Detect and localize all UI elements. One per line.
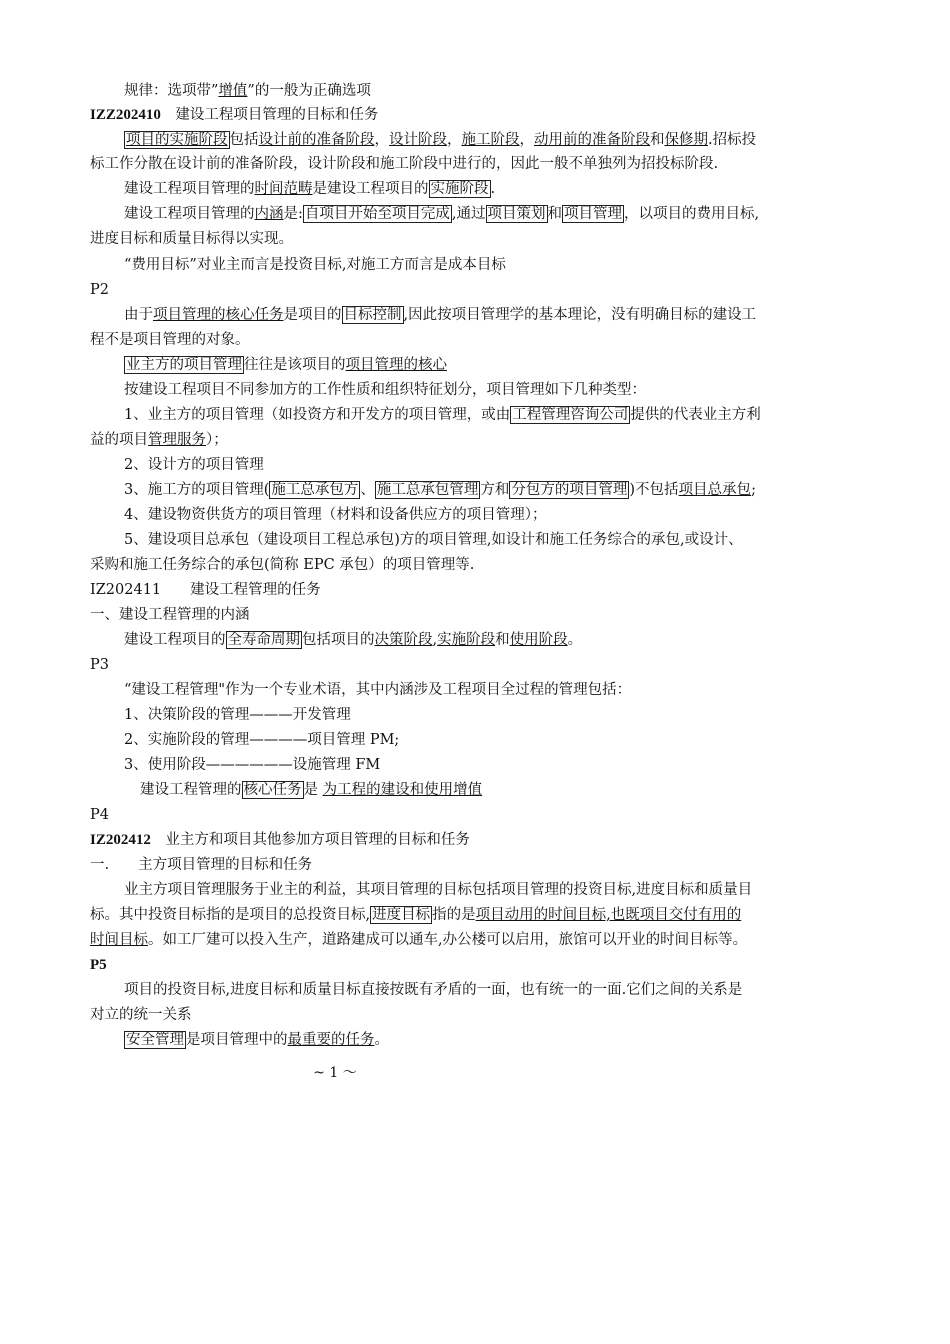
- page-marker: P2: [90, 282, 109, 298]
- list-item: 1、业主方的项目管理（如投资方和开发方的项目管理，或由 工程管理咨询公司 提供的代表业主方利: [124, 407, 761, 423]
- section-heading: IZ202412 业主方和项目其他参加方项目管理的目标和任务: [90, 832, 470, 848]
- text-line: 建设工程项目的 全寿命周期 包括项目的决策阶段,实施阶段和使用阶段。: [124, 632, 583, 648]
- list-item: 3、施工方的项目管理( 施工总承包方 、 施工总承包管理 方和 分包方的项目管理 )不包括项目总承包;: [124, 482, 756, 498]
- list-item: 4、建设物资供货方的项目管理（材料和设备供应方的项目管理）；: [124, 507, 547, 523]
- boxed-term: 项目的实施阶段: [126, 132, 228, 148]
- text-line: “费用目标”对业主而言是投资目标,对施工方而言是成本目标: [124, 257, 506, 273]
- underlined-term: 增值: [218, 83, 248, 99]
- page-marker: P4: [90, 807, 109, 823]
- list-item: 2、设计方的项目管理: [124, 457, 264, 473]
- boxed-term: 施工总承包管理: [376, 482, 479, 498]
- boxed-term: 进度目标: [372, 907, 431, 923]
- text-line: 时间目标。如工厂建可以投入生产，道路建成可以通车,办公楼可以启用，旅馆可以开业的时间目标等。: [90, 932, 748, 948]
- text-line: 安全管理 是项目管理中的最重要的任务。: [126, 1032, 389, 1048]
- boxed-term: 安全管理: [126, 1032, 184, 1048]
- boxed-term: 核心任务: [243, 782, 302, 798]
- section-heading: IZZ202410 建设工程项目管理的目标和任务: [90, 107, 379, 123]
- section-code: IZZ202410: [90, 107, 161, 123]
- text-line: “建设工程管理"作为一个专业术语，其中内涵涉及工程项目全过程的管理包括：: [124, 682, 632, 698]
- boxed-term: 分包方的项目管理: [511, 482, 628, 498]
- boxed-term: 项目策划: [487, 206, 546, 222]
- text-line: 建设工程项目管理的时间范畴是建设工程项目的 实施阶段 .: [124, 181, 496, 197]
- text-line: 采购和施工任务综合的承包(简称 EPC 承包）的项目管理等.: [90, 557, 475, 573]
- boxed-term: 全寿命周期: [227, 632, 300, 648]
- text-line: 对立的统一关系: [90, 1007, 192, 1023]
- list-item: 5、建设项目总承包（建设项目工程总承包)方的项目管理,如设计和施工任务综合的承包,或设计、: [124, 532, 743, 548]
- sub-heading: 一、建设工程管理的内涵: [90, 607, 250, 623]
- text-line: 标工作分散在设计前的准备阶段，设计阶段和施工阶段中进行的，因此一般不单独列为招投标阶段.: [90, 156, 719, 172]
- page-marker: P5: [90, 957, 107, 973]
- text-line: 建设工程管理的 核心任务 是 为工程的建设和使用增值: [140, 782, 483, 798]
- page-marker: P3: [90, 657, 109, 673]
- text-line: 建设工程项目管理的内涵是: 自项目开始至项目完成 ,通过 项目策划 和 项目管理 ，以项目的费用目标,: [124, 206, 760, 222]
- text-line: 标。其中投资目标指的是项目的总投资目标, 进度目标 指的是项目动用的时间目标,也既项目交付有用的: [90, 907, 742, 923]
- boxed-term: 目标控制: [343, 307, 402, 323]
- list-item: 3、使用阶段——————设施管理 FM: [124, 757, 381, 773]
- text-line: 按建设工程项目不同参加方的工作性质和组织特征划分，项目管理如下几种类型：: [124, 382, 646, 398]
- text-line: 项目的实施阶段 包括设计前的准备阶段，设计阶段，施工阶段，动用前的准备阶段和保修期.招标投: [126, 132, 757, 148]
- page-number: ~ 1 ～: [313, 1065, 357, 1081]
- text-line: 由于项目管理的核心任务是项目的 目标控制 ,因此按项目管理学的基本理论，没有明确目标的建设工: [124, 307, 757, 323]
- text-line: 进度目标和质量目标得以实现。: [90, 231, 293, 247]
- sub-heading: 一. 主方项目管理的目标和任务: [90, 857, 313, 873]
- boxed-term: 自项目开始至项目完成: [304, 206, 450, 222]
- text-line: 业主方的项目管理 往往是该项目的项目管理的核心: [126, 357, 447, 373]
- text-line: 益的项目管理服务）；: [90, 432, 228, 448]
- boxed-term: 工程管理咨询公司: [512, 407, 629, 423]
- text-line: 规律：选项带”增值”的一般为正确选项: [124, 83, 371, 99]
- list-item: 1、决策阶段的管理———开发管理: [124, 707, 351, 723]
- text-line: 业主方项目管理服务于业主的利益，其项目管理的目标包括项目管理的投资目标,进度目标和质量目: [124, 882, 753, 898]
- text-line: 程不是项目管理的对象。: [90, 332, 250, 348]
- section-code: IZ202412: [90, 832, 151, 848]
- boxed-term: 施工总承包方: [271, 482, 359, 498]
- boxed-term: 项目管理: [564, 206, 622, 222]
- boxed-term: 业主方的项目管理: [126, 357, 242, 373]
- list-item: 2、实施阶段的管理————项目管理 PM;: [124, 732, 400, 748]
- section-heading: IZ202411 建设工程管理的任务: [90, 582, 321, 598]
- text-line: 项目的投资目标,进度目标和质量目标直接按既有矛盾的一面，也有统一的一面.它们之间的关系是: [124, 982, 743, 998]
- boxed-term: 实施阶段: [430, 181, 489, 197]
